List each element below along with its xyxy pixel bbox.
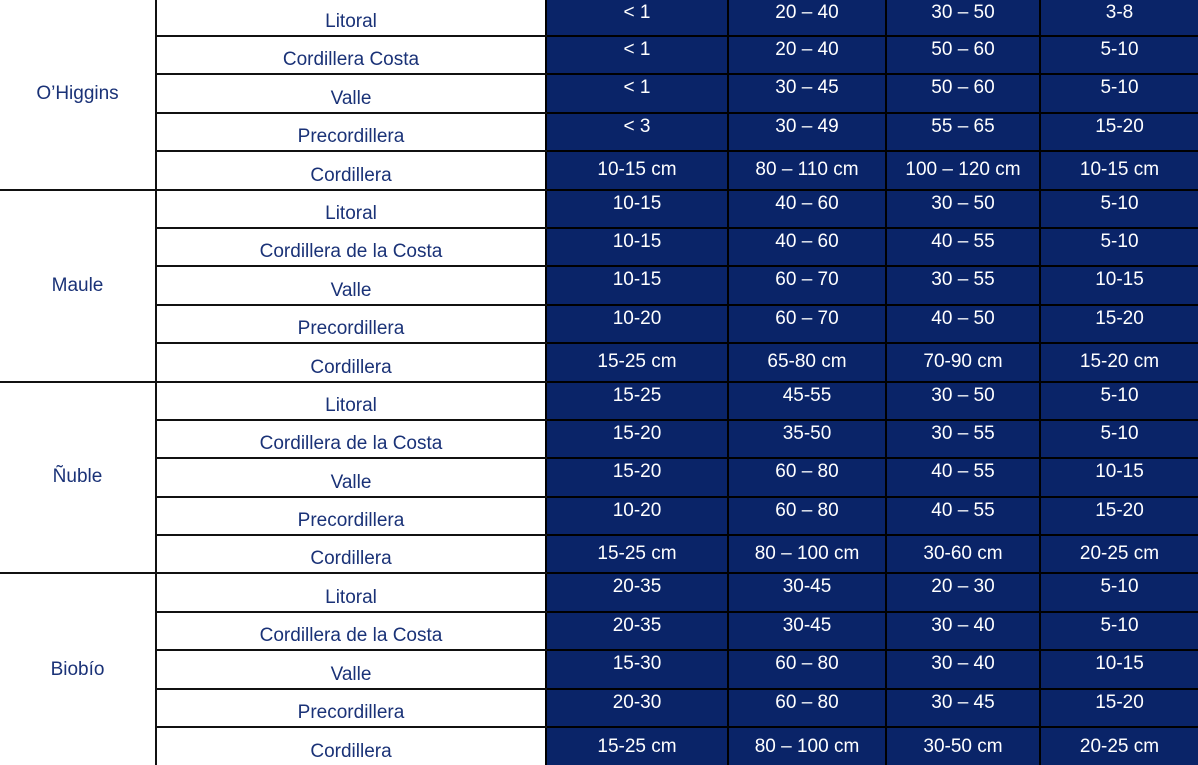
table-row: [0, 458, 1198, 496]
table-row: [0, 573, 1198, 611]
value-cell: 30-50 cm: [886, 727, 1040, 765]
zone-name: Valle: [156, 74, 546, 112]
zone-name: Precordillera: [156, 497, 546, 535]
value-cell: 10-15 cm: [1040, 151, 1198, 189]
value-cell: 30 – 45: [728, 74, 886, 112]
zone-name: Precordillera: [156, 305, 546, 343]
table-row: [0, 305, 1198, 343]
zone-name: Litoral: [156, 382, 546, 420]
value-cell: 15-20: [546, 420, 728, 458]
value-cell: 30-60 cm: [886, 535, 1040, 573]
zone-name: Valle: [156, 458, 546, 496]
table-row: [0, 266, 1198, 304]
value-cell: 30 – 49: [728, 113, 886, 151]
zone-name: Valle: [156, 266, 546, 304]
zone-name: Precordillera: [156, 689, 546, 727]
table-row: [0, 113, 1198, 151]
value-cell: 55 – 65: [886, 113, 1040, 151]
value-cell: 45-55: [728, 382, 886, 420]
region-name: O’Higgins: [0, 0, 156, 190]
zone-name: Cordillera de la Costa: [156, 420, 546, 458]
table-row: [0, 727, 1198, 765]
value-cell: 20-35: [546, 612, 728, 650]
value-cell: 10-15: [1040, 266, 1198, 304]
value-cell: < 3: [546, 113, 728, 151]
value-cell: < 1: [546, 36, 728, 74]
value-cell: 20-25 cm: [1040, 727, 1198, 765]
table-row: [0, 497, 1198, 535]
value-cell: 20-30: [546, 689, 728, 727]
value-cell: 10-15: [1040, 650, 1198, 688]
value-cell: 30 – 50: [886, 382, 1040, 420]
table-row: [0, 535, 1198, 573]
value-cell: 5-10: [1040, 36, 1198, 74]
value-cell: 80 – 100 cm: [728, 727, 886, 765]
zone-name: Precordillera: [156, 113, 546, 151]
zone-name: Cordillera de la Costa: [156, 612, 546, 650]
zone-name: Cordillera Costa: [156, 36, 546, 74]
table-row: [0, 36, 1198, 74]
zone-name: Litoral: [156, 190, 546, 228]
value-cell: 20-35: [546, 573, 728, 611]
value-cell: 15-20: [1040, 689, 1198, 727]
value-cell: 30-45: [728, 573, 886, 611]
value-cell: 40 – 55: [886, 458, 1040, 496]
zone-name: Cordillera: [156, 535, 546, 573]
table-row: [0, 382, 1198, 420]
value-cell: 60 – 70: [728, 305, 886, 343]
table-row: [0, 190, 1198, 228]
zone-name: Cordillera: [156, 343, 546, 381]
value-cell: 10-15: [546, 190, 728, 228]
value-cell: 40 – 60: [728, 228, 886, 266]
value-cell: 50 – 60: [886, 36, 1040, 74]
zone-name: Cordillera: [156, 727, 546, 765]
value-cell: 15-25 cm: [546, 343, 728, 381]
value-cell: 60 – 80: [728, 689, 886, 727]
value-cell: 15-20 cm: [1040, 343, 1198, 381]
value-cell: 10-15: [546, 228, 728, 266]
value-cell: 15-25 cm: [546, 535, 728, 573]
value-cell: 5-10: [1040, 420, 1198, 458]
value-cell: 15-20: [546, 458, 728, 496]
value-cell: 10-15 cm: [546, 151, 728, 189]
value-cell: 80 – 110 cm: [728, 151, 886, 189]
value-cell: 35-50: [728, 420, 886, 458]
value-cell: 70-90 cm: [886, 343, 1040, 381]
value-cell: 65-80 cm: [728, 343, 886, 381]
table-row: [0, 650, 1198, 688]
table-row: [0, 0, 1198, 36]
value-cell: 40 – 50: [886, 305, 1040, 343]
value-cell: 30-45: [728, 612, 886, 650]
value-cell: 60 – 80: [728, 497, 886, 535]
value-cell: 20-25 cm: [1040, 535, 1198, 573]
value-cell: 100 – 120 cm: [886, 151, 1040, 189]
table-row: [0, 343, 1198, 381]
value-cell: 5-10: [1040, 190, 1198, 228]
value-cell: 30 – 40: [886, 650, 1040, 688]
value-cell: 15-20: [1040, 305, 1198, 343]
zone-name: Cordillera: [156, 151, 546, 189]
table-row: [0, 612, 1198, 650]
table-row: [0, 74, 1198, 112]
value-cell: 20 – 40: [728, 36, 886, 74]
value-cell: 40 – 55: [886, 497, 1040, 535]
value-cell: 80 – 100 cm: [728, 535, 886, 573]
table-row: [0, 228, 1198, 266]
value-cell: 5-10: [1040, 573, 1198, 611]
value-cell: 60 – 80: [728, 650, 886, 688]
table-row: [0, 151, 1198, 189]
value-cell: 15-30: [546, 650, 728, 688]
value-cell: 15-25: [546, 382, 728, 420]
zone-name: Litoral: [156, 0, 546, 36]
value-cell: 60 – 70: [728, 266, 886, 304]
region-name: Ñuble: [0, 382, 156, 574]
value-cell: 5-10: [1040, 382, 1198, 420]
value-cell: 3-8: [1040, 0, 1198, 36]
value-cell: 15-20: [1040, 497, 1198, 535]
value-cell: 40 – 55: [886, 228, 1040, 266]
value-cell: 30 – 50: [886, 190, 1040, 228]
value-cell: 20 – 40: [728, 0, 886, 36]
value-cell: 10-15: [546, 266, 728, 304]
value-cell: 15-25 cm: [546, 727, 728, 765]
value-cell: 30 – 55: [886, 266, 1040, 304]
value-cell: 30 – 45: [886, 689, 1040, 727]
table-row: [0, 689, 1198, 727]
value-cell: 5-10: [1040, 74, 1198, 112]
table-row: [0, 420, 1198, 458]
value-cell: 10-20: [546, 497, 728, 535]
value-cell: 40 – 60: [728, 190, 886, 228]
zone-name: Litoral: [156, 573, 546, 611]
value-cell: 30 – 55: [886, 420, 1040, 458]
value-cell: 5-10: [1040, 612, 1198, 650]
zone-name: Valle: [156, 650, 546, 688]
region-name: Maule: [0, 190, 156, 382]
value-cell: 5-10: [1040, 228, 1198, 266]
value-cell: 60 – 80: [728, 458, 886, 496]
value-cell: 30 – 50: [886, 0, 1040, 36]
value-cell: 15-20: [1040, 113, 1198, 151]
value-cell: < 1: [546, 0, 728, 36]
value-cell: 10-15: [1040, 458, 1198, 496]
value-cell: < 1: [546, 74, 728, 112]
value-cell: 20 – 30: [886, 573, 1040, 611]
value-cell: 30 – 40: [886, 612, 1040, 650]
value-cell: 10-20: [546, 305, 728, 343]
region-name: Biobío: [50, 658, 105, 680]
zone-name: Cordillera de la Costa: [156, 228, 546, 266]
value-cell: 50 – 60: [886, 74, 1040, 112]
